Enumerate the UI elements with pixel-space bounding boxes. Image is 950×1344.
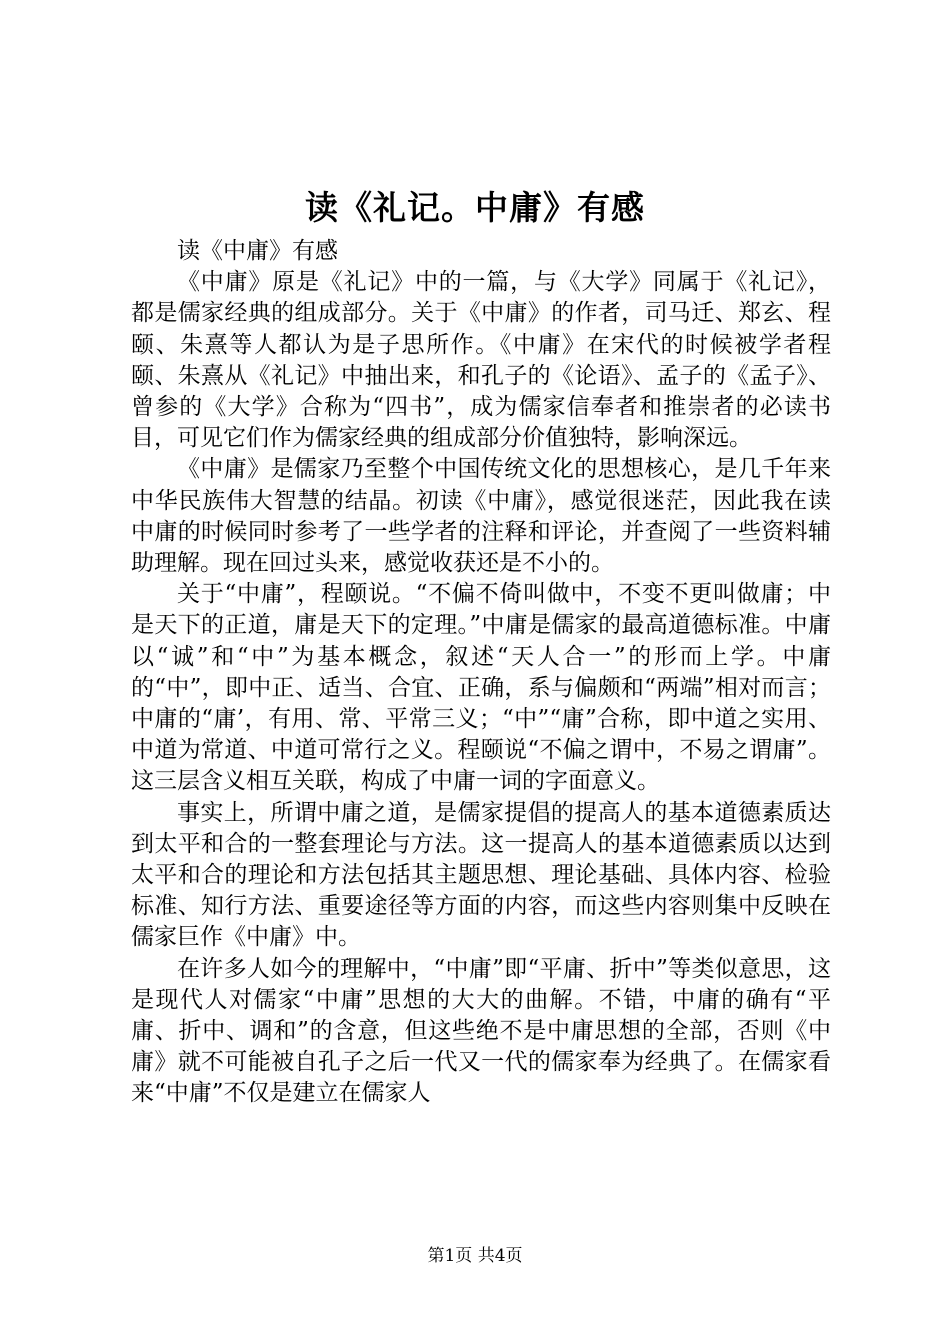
- document-title: 读《礼记。中庸》有感: [305, 188, 645, 227]
- paragraph: 《中庸》原是《礼记》中的一篇，与《大学》同属于《礼记》，都是儒家经典的组成部分。关于《中庸》的作者，司马迁、郑玄、程颐、朱熹等人都认为是子思所作。《中庸》在宋代的时候被学者程颐、朱熹从《礼记》中抽出来，和孔子的《论语》、孟子的《孟子》、曾参的《大学》合称为“四书”，成为儒家信奉者和推崇者的必读书目，可见它们作为儒家经典的组成部分价值独特，影响深远。: [131, 269, 831, 452]
- paragraph: 《中庸》是儒家乃至整个中国传统文化的思想核心，是几千年来中华民族伟大智慧的结晶。初读《中庸》，感觉很迷茫，因此我在读中庸的时候同时参考了一些学者的注释和评论，并查阅了一些资料辅助理解。现在回过头来，感觉收获还是不小的。: [131, 456, 831, 577]
- paragraph: 事实上，所谓中庸之道，是儒家提倡的提高人的基本道德素质达到太平和合的一整套理论与方法。这一提高人的基本道德素质以达到太平和合的理论和方法包括其主题思想、理论基础、具体内容、检验标准、知行方法、重要途径等方面的内容，而这些内容则集中反映在儒家巨作《中庸》中。: [131, 799, 831, 951]
- paragraph: 关于“中庸”，程颐说。“不偏不倚叫做中，不变不更叫做庸；中是天下的正道，庸是天下的定理。”中庸是儒家的最高道德标准。中庸以“诚”和“中”为基本概念，叙述“天人合一”的形而上学。中庸的“中”，即中正、适当、合宜、正确，系与偏颇和“两端”相对而言；中庸的“庸’，有用、常、平常三义；“中”“庸”合称，即中道之实用、中道为常道、中道可常行之义。程颐说“不偏之谓中，不易之谓庸”。这三层含义相互关联，构成了中庸一词的字面意义。: [131, 581, 831, 795]
- page-number: 第1页 共4页: [427, 1246, 523, 1266]
- paragraph: 在许多人如今的理解中，“中庸”即“平庸、折中”等类似意思，这是现代人对儒家“中庸”思想的大大的曲解。不错，中庸的确有“平庸、折中、调和”的含意，但这些绝不是中庸思想的全部，否则《中庸》就不可能被自孔子之后一代又一代的儒家奉为经典了。在儒家看来“中庸”不仅是建立在儒家人: [131, 955, 831, 1107]
- paragraph-subtitle: 读《中庸》有感: [177, 238, 338, 264]
- document-body: [131, 236, 831, 1110]
